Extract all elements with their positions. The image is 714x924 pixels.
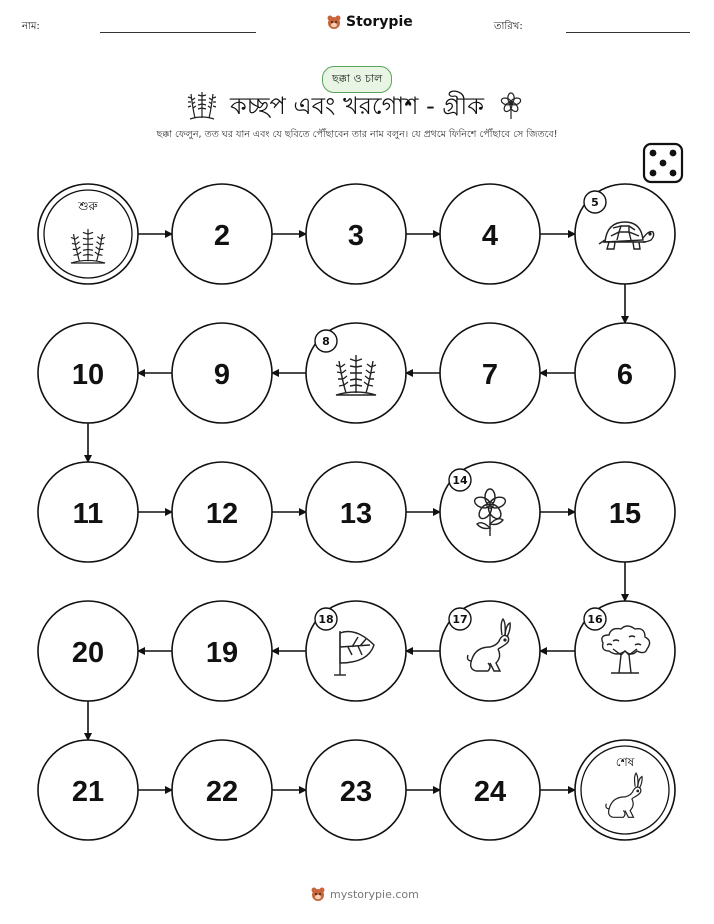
space-number: 12 <box>205 498 239 530</box>
space-number: 4 <box>481 220 499 252</box>
start-label: শুরু <box>78 199 98 213</box>
board-space[interactable] <box>172 462 272 562</box>
space-number-badge: 18 <box>318 613 334 626</box>
space-number-badge: 5 <box>591 196 599 209</box>
footer-link[interactable]: mystorypie.com <box>330 887 419 901</box>
space-number: 7 <box>481 359 499 391</box>
board-space[interactable] <box>172 323 272 423</box>
space-number: 9 <box>213 359 231 391</box>
finish-label: শেষ <box>615 755 635 769</box>
date-label: তারিখ: <box>494 21 523 32</box>
board-space[interactable] <box>575 462 675 562</box>
board-space[interactable] <box>38 601 138 701</box>
instructions: ছক্কা ফেলুন, তত ঘর যান এবং যে ছবিতে পৌঁছাবেন তার নাম বলুন। যে প্রথমে ফিনিশে পৌঁছাবে সে জিতবে! <box>156 129 558 140</box>
board-space[interactable] <box>575 601 675 701</box>
board-space[interactable] <box>440 601 540 701</box>
board-space[interactable] <box>38 740 138 840</box>
board-space[interactable] <box>306 323 406 423</box>
space-number: 19 <box>205 637 239 669</box>
space-number: 10 <box>71 359 105 391</box>
space-number: 21 <box>71 776 105 808</box>
board-space[interactable] <box>440 184 540 284</box>
space-number: 24 <box>473 776 507 808</box>
board-space[interactable] <box>575 184 675 284</box>
name-label: নাম: <box>22 21 40 32</box>
finish-space[interactable] <box>575 740 675 840</box>
board-space[interactable] <box>172 184 272 284</box>
board-space[interactable] <box>38 462 138 562</box>
footer <box>310 886 419 902</box>
page-title: কচ্ছপ এবং খরগোশ - গ্রীক <box>229 92 485 120</box>
space-number: 13 <box>339 498 373 530</box>
space-number-badge: 16 <box>587 613 603 626</box>
space-number: 23 <box>339 776 373 808</box>
space-number-badge: 14 <box>452 474 468 487</box>
board-space[interactable] <box>440 323 540 423</box>
space-number: 3 <box>347 220 365 252</box>
board-space[interactable] <box>306 601 406 701</box>
board-space[interactable] <box>440 740 540 840</box>
board-space[interactable] <box>440 462 540 562</box>
space-number: 15 <box>608 498 642 530</box>
board-space[interactable] <box>306 462 406 562</box>
brand-name: Storypie <box>346 14 413 30</box>
space-number: 6 <box>616 359 634 391</box>
board-space[interactable] <box>38 323 138 423</box>
space-number: 11 <box>72 498 104 530</box>
board-space[interactable] <box>306 184 406 284</box>
space-number-badge: 17 <box>452 613 468 626</box>
bear-mascot-icon <box>310 886 326 902</box>
board-space[interactable] <box>306 740 406 840</box>
board-space[interactable] <box>172 601 272 701</box>
board-space[interactable] <box>575 323 675 423</box>
start-space[interactable] <box>38 184 138 284</box>
space-number: 22 <box>205 776 239 808</box>
board-space[interactable] <box>172 740 272 840</box>
space-number: 20 <box>71 637 105 669</box>
space-number: 2 <box>213 220 231 252</box>
space-number-badge: 8 <box>322 335 330 348</box>
category-tag: ছক্কা ও চাল <box>322 66 392 93</box>
